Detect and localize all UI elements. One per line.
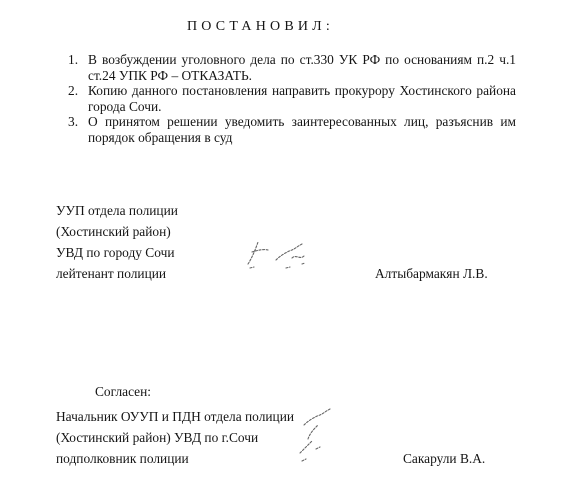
item-number: 2. [68,83,79,98]
agreement-label: Согласен: [95,384,152,399]
signatory-position-line: УВД по городу Сочи [56,245,175,260]
item-text: О принятом решении уведомить заинтересованных лиц, разъяснив им порядок обращения в суд [88,114,516,145]
approver-position-line: Начальник ОУУП и ПДН отдела полиции [56,409,295,424]
signatory-block [56,200,178,284]
resolution-list [68,52,516,145]
approver-rank-line: подполковник полиции [56,451,189,466]
signatory-rank-line: лейтенант полиции [56,266,167,281]
handwritten-signature [290,405,340,465]
resolution-item [68,83,516,114]
document-heading: ПОСТАНОВИЛ: [187,19,334,34]
signatory-position-line: УУП отдела полиции [56,203,178,218]
handwritten-signature [242,234,322,274]
item-text: В возбуждении уголовного дела по ст.330 УК РФ по основаниям п.2 ч.1 ст.24 УПК РФ – ОТКАЗАТЬ. [88,52,516,83]
resolution-item [68,52,516,83]
resolution-item [68,114,516,145]
approver-position-line: (Хостинский район) УВД по г.Сочи [56,430,259,445]
item-number: 3. [68,114,79,129]
approver-block [56,406,294,469]
signatory-name: Алтыбармакян Л.В. [375,266,488,281]
item-text: Копию данного постановления направить прокурору Хостинского района города Сочи. [88,83,516,114]
item-number: 1. [68,52,79,67]
signatory-position-line: (Хостинский район) [56,224,171,239]
approver-name: Сакарули В.А. [403,451,486,466]
